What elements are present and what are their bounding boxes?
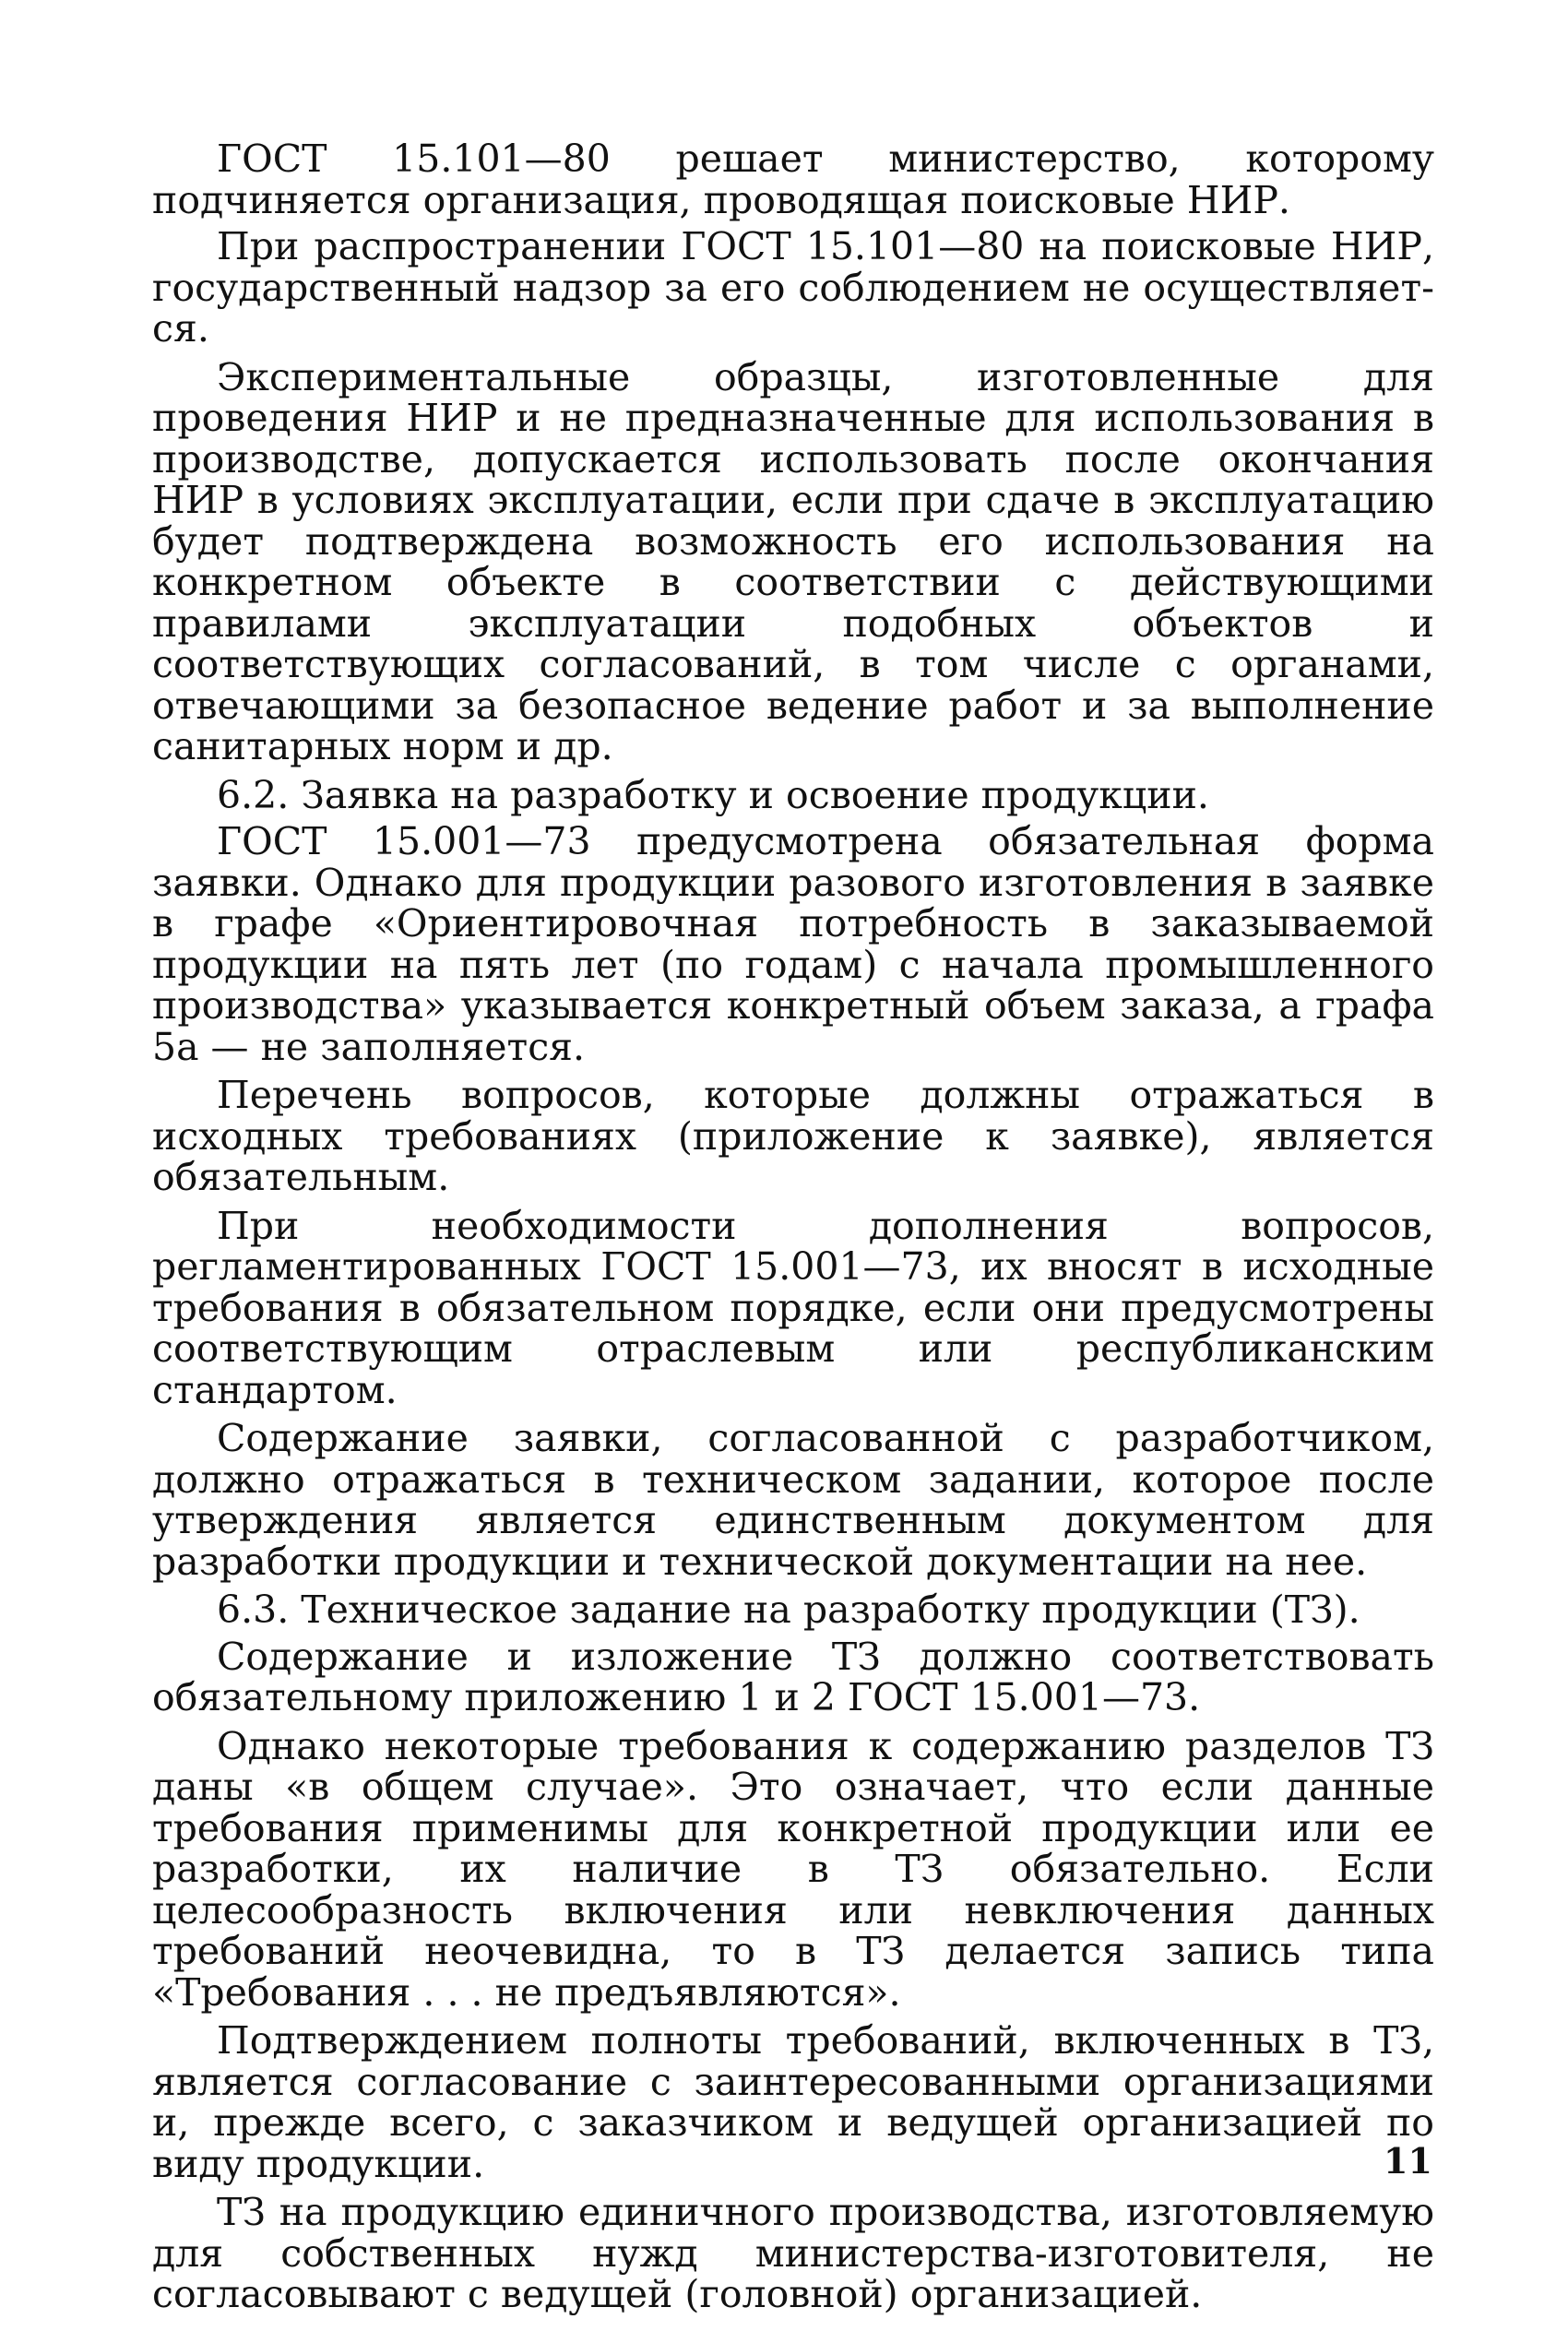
- section-heading-6-3: 6.3. Техническое задание на разработку продукции (ТЗ).: [217, 1588, 1360, 1632]
- paragraph-state-supervision: При распространении ГОСТ 15.101—80 на поисковые НИР, государственный надзор за его соблюдением не осуществляется.: [152, 224, 1434, 351]
- paragraph-completeness-confirmation: Подтверждением полноты требований, включенных в ТЗ, является согласование с заинтересованными организациями и, прежде всего, с заказчиком и ведущей организацией по виду продукции.: [152, 2018, 1434, 2186]
- section-heading-6-2: 6.2. Заявка на разработку и освоение продукции.: [217, 772, 1209, 817]
- paragraph-tz-content: Содержание и изложение ТЗ должно соответствовать обязательному приложению 1 и 2 ГОСТ 15.001—73.: [152, 1634, 1434, 1719]
- paragraph-application-form: ГОСТ 15.001—73 предусмотрена обязательная форма заявки. Однако для продукции разового изготовления в заявке в графе «Ориентировочная потребность в заказываемой продукции на пять лет (по годам) с начала промышленного производства» указывается конкретный объем заказа, а графа 5а — не заполняется.: [152, 819, 1434, 1069]
- paragraph-gost-15-101-ministry: ГОСТ 15.101—80 решает министерство, которому подчиняется организация, проводящая поисковые НИР.: [152, 137, 1434, 222]
- paragraph-questions-list: Перечень вопросов, которые должны отражаться в исходных требованиях (приложение к заявке), является обязательным.: [152, 1073, 1434, 1199]
- body-text: [152, 138, 1434, 2323]
- paragraph-additional-questions: При необходимости дополнения вопросов, регламентированных ГОСТ 15.001—73, их вносят в исходные требования в обязательном порядке, если они предусмотрены соответствующим отраслевым или республиканским стандартом.: [152, 1203, 1434, 1412]
- paragraph-application-content: Содержание заявки, согласованной с разработчиком, должно отражаться в техническом задании, которое после утверждения является единственным документом для разработки продукции и технической документации на нее.: [152, 1416, 1434, 1584]
- paragraph-general-case: Однако некоторые требования к содержанию разделов ТЗ даны «в общем случае». Это означает, что если данные требования применимы для конкретной продукции или ее разработки, их наличие в ТЗ обязательно. Если целесообразность включения или невключения данных требований неочевидна, то в ТЗ делается запись типа «Требования . . . не предъявляются».: [152, 1723, 1434, 2015]
- page-number: 11: [1384, 2140, 1432, 2182]
- paragraph-experimental-samples: Экспериментальные образцы, изготовленные для проведения НИР и не предназначенные для использования в производстве, допускается использовать после окончания НИР в условиях эксплуатации, если при сдаче в эксплуатацию будет подтверждена возможность его использования на конкретном объекте в соответствии с действующими правилами эксплуатации подобных объектов и соответствующих согласований, в том числе с органами, отвечающими за безопасное ведение работ и за выполнение санитарных норм и др.: [152, 354, 1434, 768]
- paragraph-single-production: ТЗ на продукцию единичного производства, изготовляемую для собственных нужд министерства-изготовителя, не согласовывают с ведущей (головной) организацией.: [152, 2190, 1434, 2316]
